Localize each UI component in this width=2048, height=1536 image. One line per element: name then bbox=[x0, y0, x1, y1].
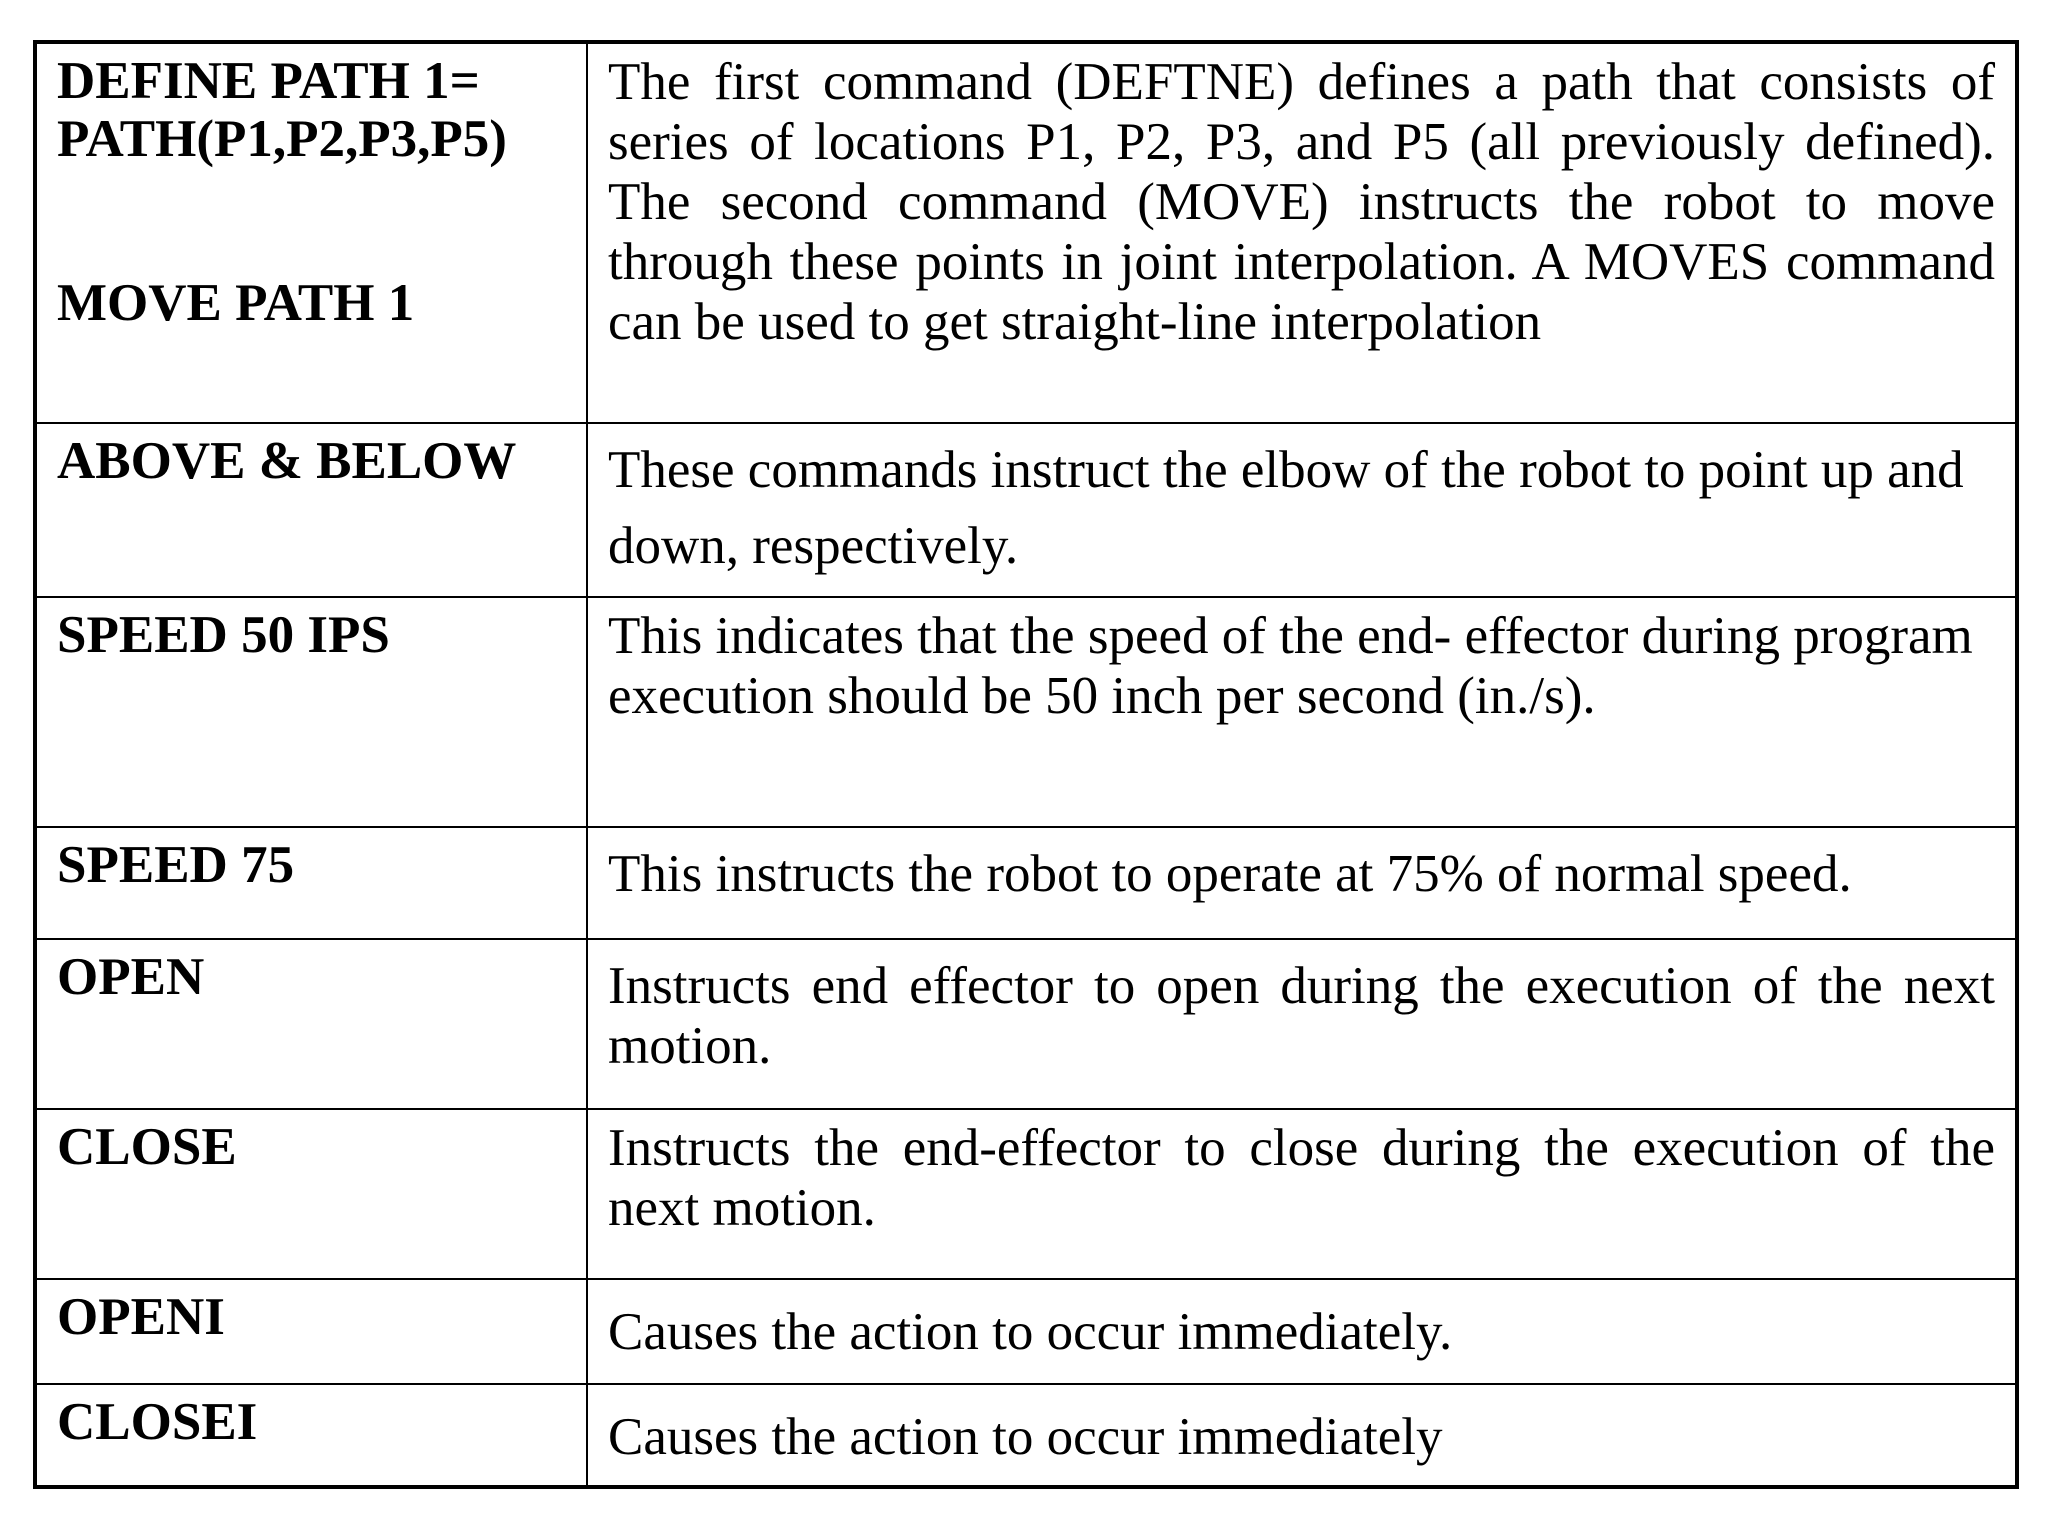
description-cell: Instructs end effector to open during the execution of the next motion. bbox=[587, 939, 2017, 1109]
command-cell: OPENI bbox=[35, 1279, 587, 1384]
table-row bbox=[35, 1384, 2017, 1487]
description-cell: Causes the action to occur immediately bbox=[587, 1384, 2017, 1487]
description-cell: Instructs the end-effector to close during the execution of the next motion. bbox=[587, 1109, 2017, 1279]
command-cell: ABOVE & BELOW bbox=[35, 423, 587, 597]
table-row bbox=[35, 597, 2017, 827]
description-cell: This indicates that the speed of the end- effector during program execution should be 50 inch per second (in./s). bbox=[587, 597, 2017, 827]
command-cell: CLOSEI bbox=[35, 1384, 587, 1487]
command-text: MOVE PATH 1 bbox=[57, 274, 415, 332]
description-cell: These commands instruct the elbow of the robot to point up and down, respectively. bbox=[587, 423, 2017, 597]
table-row bbox=[35, 42, 2017, 423]
table-row bbox=[35, 423, 2017, 597]
table-row bbox=[35, 939, 2017, 1109]
command-table bbox=[33, 40, 2019, 1489]
command-text: DEFINE PATH 1= bbox=[57, 52, 480, 110]
table-row bbox=[35, 1109, 2017, 1279]
command-cell: OPEN bbox=[35, 939, 587, 1109]
description-cell: Causes the action to occur immediately. bbox=[587, 1279, 2017, 1384]
command-cell: SPEED 75 bbox=[35, 827, 587, 939]
description-cell: This instructs the robot to operate at 75% of normal speed. bbox=[587, 827, 2017, 939]
table-row bbox=[35, 1279, 2017, 1384]
command-cell: SPEED 50 IPS bbox=[35, 597, 587, 827]
spacer bbox=[57, 168, 566, 274]
description-cell: The first command (DEFTNE) defines a path that consists of series of locations P1, P2, P3, and P5 (all previously defined). The second command (MOVE) instructs the robot to move through these points in joint interpolation. A MOVES command can be used to get straight-line interpolation bbox=[587, 42, 2017, 423]
command-cell: CLOSE bbox=[35, 1109, 587, 1279]
command-cell bbox=[35, 42, 587, 423]
table-row bbox=[35, 827, 2017, 939]
command-text: PATH(P1,P2,P3,P5) bbox=[57, 110, 507, 168]
